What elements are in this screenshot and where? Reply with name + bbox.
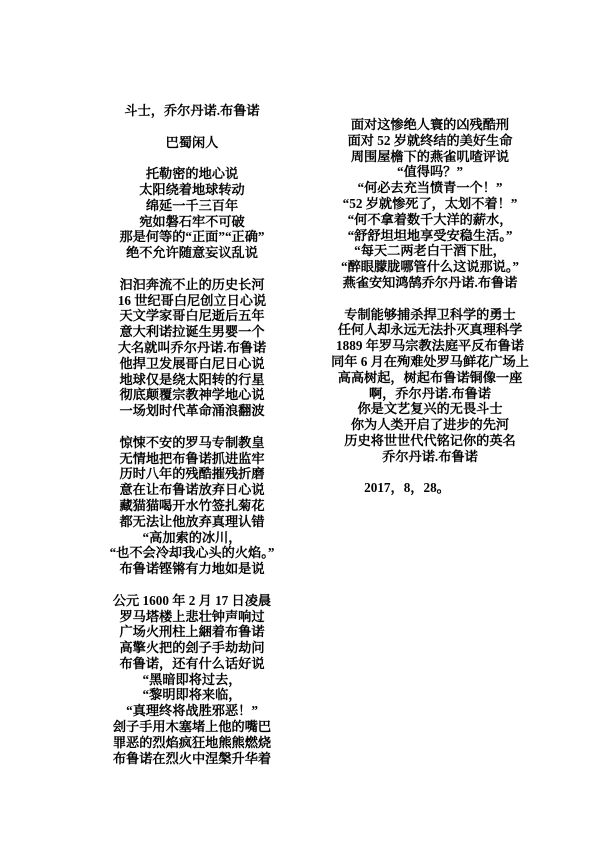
poem-line: 面对这惨绝人寰的凶残酷刑 [350, 117, 510, 132]
poem-line: 乔尔丹诺.布鲁诺 [382, 448, 478, 464]
poem-line: “每天二两老白干酒下肚， [354, 243, 506, 259]
poem-line: 惊悚不安的罗马专制教皇 [119, 434, 265, 450]
poem-line: “值得吗？” [397, 164, 463, 180]
poem-line: “黑暗即将过去， [142, 671, 242, 687]
poem-line: 你为人类开启了进步的先河 [350, 417, 510, 433]
poem-line: 刽子手用木塞堵上他的嘴巴 [112, 719, 272, 735]
poem-line: 他捍卫发展哥白尼日心说 [119, 355, 265, 371]
poem-stanza [35, 277, 349, 419]
poem-line: “醉眼朦胧哪管什么这说那说。” [340, 259, 520, 275]
poem-stanza [35, 166, 349, 261]
poem-line: 同年 6 月在殉难处罗马鲜花广场上 [331, 353, 529, 369]
poem-line: 意在让布鲁诺放弃日心说 [119, 482, 265, 498]
poem-line: 那是何等的“正面”“正确” [119, 229, 265, 245]
poem-line: “真理终将战胜邪恶！” [126, 703, 258, 719]
poem-line: 都无法让他放弃真理认错 [119, 513, 265, 529]
poem-line: 罗马塔楼上悲壮钟声响过 [119, 608, 265, 624]
poem-line: “52 岁就惨死了，太划不着！” [342, 195, 518, 211]
poem-line: “何不拿着数千大洋的薪水， [347, 211, 513, 227]
poem-line: 专制能够捕杀捍卫科学的勇士 [344, 306, 516, 322]
poem-left-column [35, 103, 349, 766]
poem-stanza [35, 435, 349, 577]
poem-line: 彻底颠覆宗教神学地心说 [119, 387, 265, 403]
poem-line: “高加索的冰川， [142, 529, 242, 545]
poem-stanza [308, 117, 552, 291]
poem-line: 啊，乔尔丹诺.布鲁诺 [369, 385, 491, 401]
poem-stanza [308, 307, 552, 465]
poem-line: 高高树起，树起布鲁诺铜像一座 [337, 369, 523, 385]
poem-line: 广场火刑柱上綑着布鲁诺 [119, 624, 265, 640]
poem-date: 2017，8，28。 [364, 480, 450, 496]
poem-line: “黎明即将来临， [142, 687, 242, 703]
poem-line: 燕雀安知鸿鹄乔尔丹诺.布鲁诺 [342, 274, 518, 290]
poem-right-stanzas [308, 117, 552, 465]
poem-line: 汩汩奔流不止的历史长河 [119, 276, 265, 292]
poem-left-stanzas [35, 166, 349, 766]
poem-right-column [308, 117, 552, 496]
poem-line: “舒舒坦坦地享受安稳生活。” [347, 227, 513, 243]
poem-line: 无情地把布鲁诺抓进监牢 [119, 450, 265, 466]
poem-line: 托勒密的地心说 [145, 166, 239, 182]
poem-line: 布鲁诺，还有什么话好说 [119, 655, 265, 671]
poem-title: 斗士，乔尔丹诺.布鲁诺 [124, 103, 260, 118]
poem-author: 巴蜀闲人 [165, 134, 219, 150]
poem-line: 罪恶的烈焰疯狂地熊熊燃烧 [112, 734, 272, 750]
poem-line: 藏猫猫喝开水竹签扎菊花 [119, 497, 265, 513]
poem-line: 历时八年的残酷摧残折磨 [119, 466, 265, 482]
poem-line: 意大利诺拉诞生男婴一个 [119, 324, 265, 340]
poem-line: 布鲁诺铿锵有力地如是说 [119, 561, 265, 577]
poem-line: 天文学家哥白尼逝后五年 [119, 308, 265, 324]
poem-line: 大名就叫乔尔丹诺.布鲁诺 [117, 339, 267, 355]
poem-stanza [35, 593, 349, 767]
poem-line: 宛如磐石牢不可破 [139, 213, 245, 229]
poem-line: 太阳绕着地球转动 [139, 181, 245, 197]
poem-line: 高擎火把的刽子手劫劫问 [119, 640, 265, 656]
poem-line: 任何人却永远无法扑灭真理科学 [337, 322, 523, 338]
poem-line: 地球仅是绕太阳转的行星 [119, 371, 265, 387]
poem-line: 周围屋檐下的燕雀叽喳评说 [350, 148, 510, 164]
poem-line: 你是文艺复兴的无畏斗士 [357, 401, 503, 417]
poem-line: 绝不允许随意妄议乱说 [126, 245, 258, 261]
poem-line: 面对 52 岁就终结的美好生命 [347, 132, 513, 148]
poem-line: 历史将世世代代铭记你的英名 [344, 432, 516, 448]
poem-line: 1889 年罗马宗教法庭平反布鲁诺 [336, 338, 524, 354]
poem-line: 16 世纪哥白尼创立日心说 [117, 292, 267, 308]
poem-line: “也不会冷却我心头的火焰。” [109, 545, 275, 561]
poem-line: 公元 1600 年 2 月 17 日凌晨 [112, 592, 272, 608]
poem-line: 一场划时代革命涌浪翻波 [119, 403, 265, 419]
poem-line: 绵延一千三百年 [145, 197, 239, 213]
poem-line: “何必去充当愤青一个！” [357, 180, 503, 196]
poem-line: 布鲁诺在烈火中涅槃升华着 [112, 750, 272, 766]
